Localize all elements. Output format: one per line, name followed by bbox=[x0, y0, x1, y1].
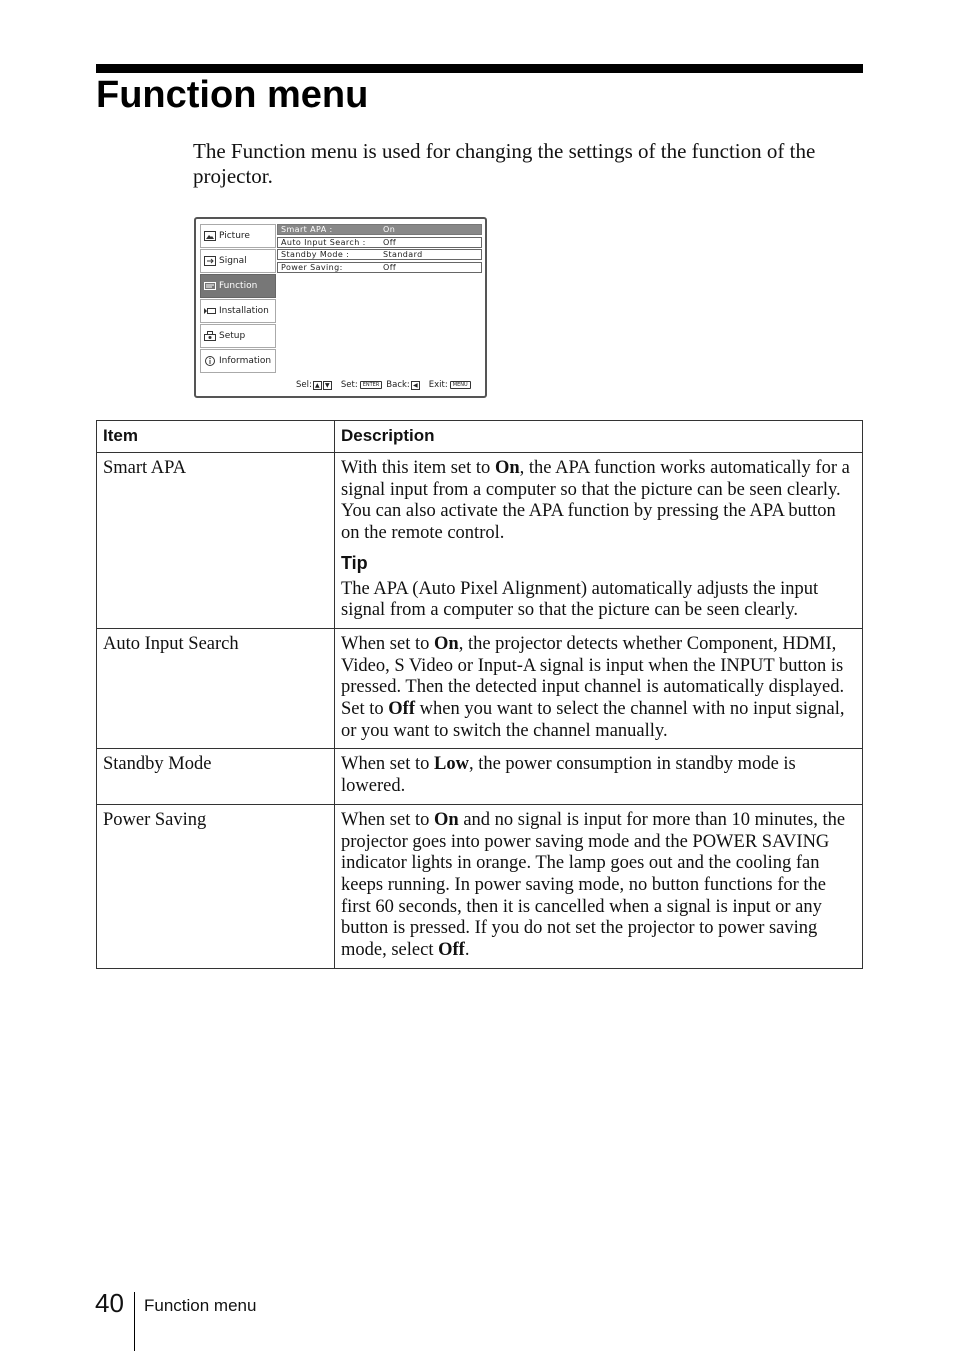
osd-tab-information bbox=[200, 349, 276, 373]
description-segment: , the projector detects whether Component, HDMI, Video, S Video or Input-A signal is input when the INPUT button is pressed. Then the detected input channel is automatically displayed. Set to bbox=[341, 633, 845, 720]
table-row bbox=[97, 453, 863, 629]
description-segment: When set to bbox=[341, 633, 434, 654]
description-text bbox=[341, 458, 856, 545]
osd-tab-signal bbox=[200, 249, 276, 273]
table-row bbox=[97, 749, 863, 804]
osd-settings-list bbox=[277, 224, 482, 275]
enter-key-icon: ENTER bbox=[360, 381, 383, 389]
osd-back-label: Back: bbox=[386, 380, 410, 390]
description-text bbox=[341, 634, 856, 743]
setup-icon bbox=[204, 331, 216, 341]
description-segment: When set to bbox=[341, 754, 434, 775]
osd-tab-label: Picture bbox=[219, 231, 250, 241]
menu-key-icon: MENU bbox=[450, 381, 471, 389]
osd-row-power-saving bbox=[277, 262, 482, 273]
table-row bbox=[97, 804, 863, 968]
left-arrow-icon: ◀ bbox=[411, 381, 420, 390]
osd-row-value: Standard bbox=[383, 250, 423, 260]
osd-row-value: On bbox=[383, 225, 396, 234]
description-cell bbox=[335, 628, 863, 749]
osd-tab-picture bbox=[200, 224, 276, 248]
signal-icon bbox=[204, 256, 216, 266]
osd-tab-list bbox=[200, 224, 276, 374]
bold-value-text: Off bbox=[438, 940, 465, 961]
function-menu-table bbox=[96, 420, 863, 969]
description-text bbox=[341, 810, 856, 962]
footer-divider bbox=[134, 1292, 135, 1351]
description-segment: When set to bbox=[341, 809, 434, 830]
tip-text: The APA (Auto Pixel Alignment) automatically adjusts the input signal from a computer so that the picture can be seen clearly. bbox=[341, 578, 819, 621]
osd-row-label: Auto Input Search : bbox=[281, 237, 366, 247]
description-segment: when you want to select the channel with no input signal, or you want to switch the channel manually. bbox=[341, 699, 845, 741]
osd-tab-installation bbox=[200, 299, 276, 323]
description-segment: and no signal is input for more than 10 minutes, the projector goes into power saving mode and the POWER SAVING indicator lights in orange. The lamp goes out and the cooling fan keeps running. In power saving mode, no button functions for the first 60 seconds, then it is cancelled when a signal is input or any button is pressed. If you do not set the projector to power saving mode, select bbox=[341, 809, 846, 961]
osd-tab-function bbox=[200, 274, 276, 298]
item-cell: Smart APA bbox=[97, 453, 335, 629]
function-icon bbox=[204, 281, 216, 291]
description-cell bbox=[335, 804, 863, 968]
tip-heading: Tip bbox=[341, 552, 368, 573]
item-cell: Power Saving bbox=[97, 804, 335, 968]
osd-tab-label: Signal bbox=[219, 256, 247, 266]
installation-icon bbox=[204, 306, 216, 316]
osd-tab-label: Information bbox=[219, 356, 272, 366]
information-icon bbox=[204, 356, 216, 366]
osd-tab-setup bbox=[200, 324, 276, 348]
osd-row-value: Off bbox=[383, 237, 397, 247]
osd-sel-label: Sel: bbox=[296, 380, 312, 390]
osd-row-label: Smart APA : bbox=[281, 225, 333, 234]
osd-row-label: Standby Mode : bbox=[281, 250, 350, 260]
page-number: 40 bbox=[95, 1288, 124, 1318]
osd-row-label: Power Saving: bbox=[281, 263, 343, 273]
bold-value-text: Low bbox=[434, 754, 469, 775]
footer-section-title: Function menu bbox=[144, 1296, 257, 1315]
up-arrow-icon: ▲ bbox=[313, 381, 322, 390]
picture-icon bbox=[204, 231, 216, 241]
column-header-description: Description bbox=[335, 421, 863, 453]
table-header-row bbox=[97, 421, 863, 453]
description-cell bbox=[335, 749, 863, 804]
osd-exit-label: Exit: bbox=[428, 380, 448, 390]
osd-row-value: Off bbox=[383, 263, 397, 273]
column-header-item: Item bbox=[97, 421, 335, 453]
description-text bbox=[341, 754, 856, 797]
description-segment: With this item set to bbox=[341, 458, 495, 478]
osd-screenshot bbox=[194, 217, 487, 398]
bold-value-text: On bbox=[434, 633, 459, 654]
osd-row-smart-apa bbox=[277, 224, 482, 235]
osd-set-label: Set: bbox=[340, 380, 358, 390]
bold-value-text: On bbox=[434, 809, 459, 830]
item-cell: Auto Input Search bbox=[97, 628, 335, 749]
osd-tab-label: Installation bbox=[219, 306, 269, 316]
osd-row-standby-mode bbox=[277, 249, 482, 260]
description-cell bbox=[335, 453, 863, 629]
intro-paragraph: The Function menu is used for changing the settings of the function of the projector. bbox=[193, 139, 816, 188]
bold-value-text: Off bbox=[388, 699, 415, 720]
item-cell: Standby Mode bbox=[97, 749, 335, 804]
osd-tab-label: Setup bbox=[219, 331, 246, 341]
table-row bbox=[97, 628, 863, 749]
description-segment: . bbox=[464, 940, 470, 961]
osd-tab-label: Function bbox=[219, 281, 258, 291]
osd-row-auto-input-search bbox=[277, 237, 482, 248]
bold-value-text: On bbox=[494, 458, 520, 478]
page-title: Function menu bbox=[96, 74, 369, 116]
down-arrow-icon: ▼ bbox=[323, 381, 332, 390]
description-segment: , the APA function works automatically for a signal input from a computer so that the picture can be seen clearly. You can also activate the APA function by pressing the APA button on the remote control. bbox=[341, 458, 850, 544]
osd-footer bbox=[296, 380, 475, 390]
description-segment: , the power consumption in standby mode is lowered. bbox=[341, 754, 796, 797]
